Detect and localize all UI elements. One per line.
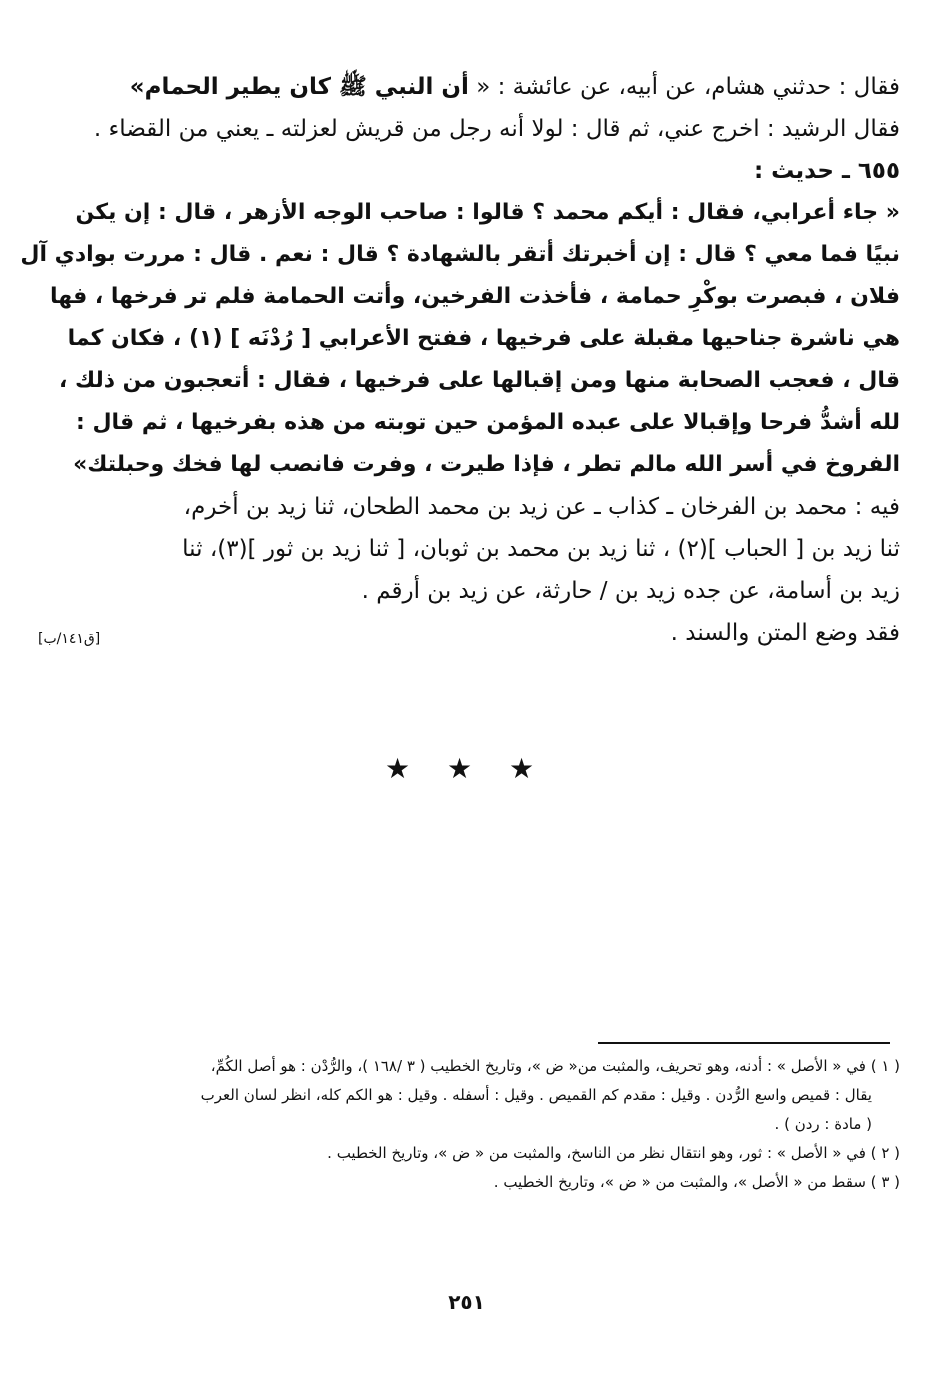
quoted-hadith-segment: أن النبي ﷺ كان يطير الحمام» [129, 74, 469, 100]
text-line-2: فقال الرشيد : اخرج عني، ثم قال : لولا أنه رجل من قريش لعزلته ـ يعني من القضاء . [93, 116, 900, 142]
hadith-line-3: فلان ، فبصرت بوكْرِ حمامة ، فأخذت الفرخين، وأتت الحمامة فلم تر فرخها ، فها [50, 284, 900, 309]
hadith-line-6: لله أشدُّ فرحا وإقبالا على عبده المؤمن حين توبته من هذه بفرخيها ، ثم قال : [75, 410, 900, 435]
footnote-3: ( ٣ ) سقط من « الأصل »، والمثبت من « ض »، وتاريخ الخطيب . [493, 1173, 900, 1191]
hadith-line-4: هي ناشرة جناحيها مقبلة على فرخيها ، ففتح الأعرابي [ رُدْنَه ] (١) ، فكان كما [67, 326, 900, 351]
page-number: ٢٥١ [448, 1290, 485, 1314]
isnad-line-2: ثنا زيد بن [ الحباب ](٢) ، ثنا زيد بن محمد بن ثوبان، [ ثنا زيد بن ثور ](٣)، ثنا [182, 536, 900, 562]
hadith-heading: ٦٥٥ ـ حديث : [753, 158, 900, 184]
footnote-rule [598, 1042, 890, 1044]
hadith-line-1: « جاء أعرابي، فقال : أيكم محمد ؟ قالوا : صاحب الوجه الأزهر ، قال : إن يكن [75, 200, 900, 225]
manuscript-folio-ref: [ق١٤١/ب] [38, 631, 101, 647]
text-line-1 [120, 66, 900, 108]
hadith-line-7: الفروخ في أسر الله مالم تطر ، فإذا طيرت ، وفرت فانصب لها فخك وحبلتك» [73, 452, 900, 477]
hadith-line-2: نبيًا فما معي ؟ قال : إن أخبرتك أتقر بالشهادة ؟ قال : نعم . قال : مررت بوادي آل [20, 242, 900, 267]
footnote-1-line-2: يقال : قميص واسع الرُّدن . وقيل : مقدم كم القميص . وقيل : أسفله . وقيل : هو الكم كله، انظر لسان العرب [200, 1086, 872, 1104]
conclusion-line: فقد وضع المتن والسند . [670, 620, 900, 646]
footnotes [110, 1052, 900, 1197]
hadith-line-5: قال ، فعجب الصحابة منها ومن إقبالها على فرخيها ، فقال : أتعجبون من ذلك ، [58, 368, 900, 393]
footnote-2: ( ٢ ) في « الأصل » : ثور، وهو انتقال نظر من الناسخ، والمثبت من « ض »، وتاريخ الخطيب . [327, 1144, 900, 1162]
narration-segment: فقال : حدثني هشام، عن أبيه، عن عائشة : « [468, 74, 900, 100]
isnad-line-3: زيد بن أسامة، عن جده زيد بن / حارثة، عن زيد بن أرقم . [361, 578, 900, 604]
footnote-1-line-3: ( مادة : ردن ) . [774, 1115, 872, 1133]
isnad-line-1: فيه : محمد بن الفرخان ـ كذاب ـ عن زيد بن محمد الطحان، ثنا زيد بن أخرم، [183, 494, 900, 520]
footnote-1-line-1: ( ١ ) في « الأصل » : أدنه، وهو تحريف، والمثبت من« ض »، وتاريخ الخطيب ( ٣ /١٦٨ )، والرُّدْن : هو أصل الكُمِّ، [210, 1057, 900, 1075]
section-divider-stars: ★ ★ ★ [384, 752, 549, 785]
